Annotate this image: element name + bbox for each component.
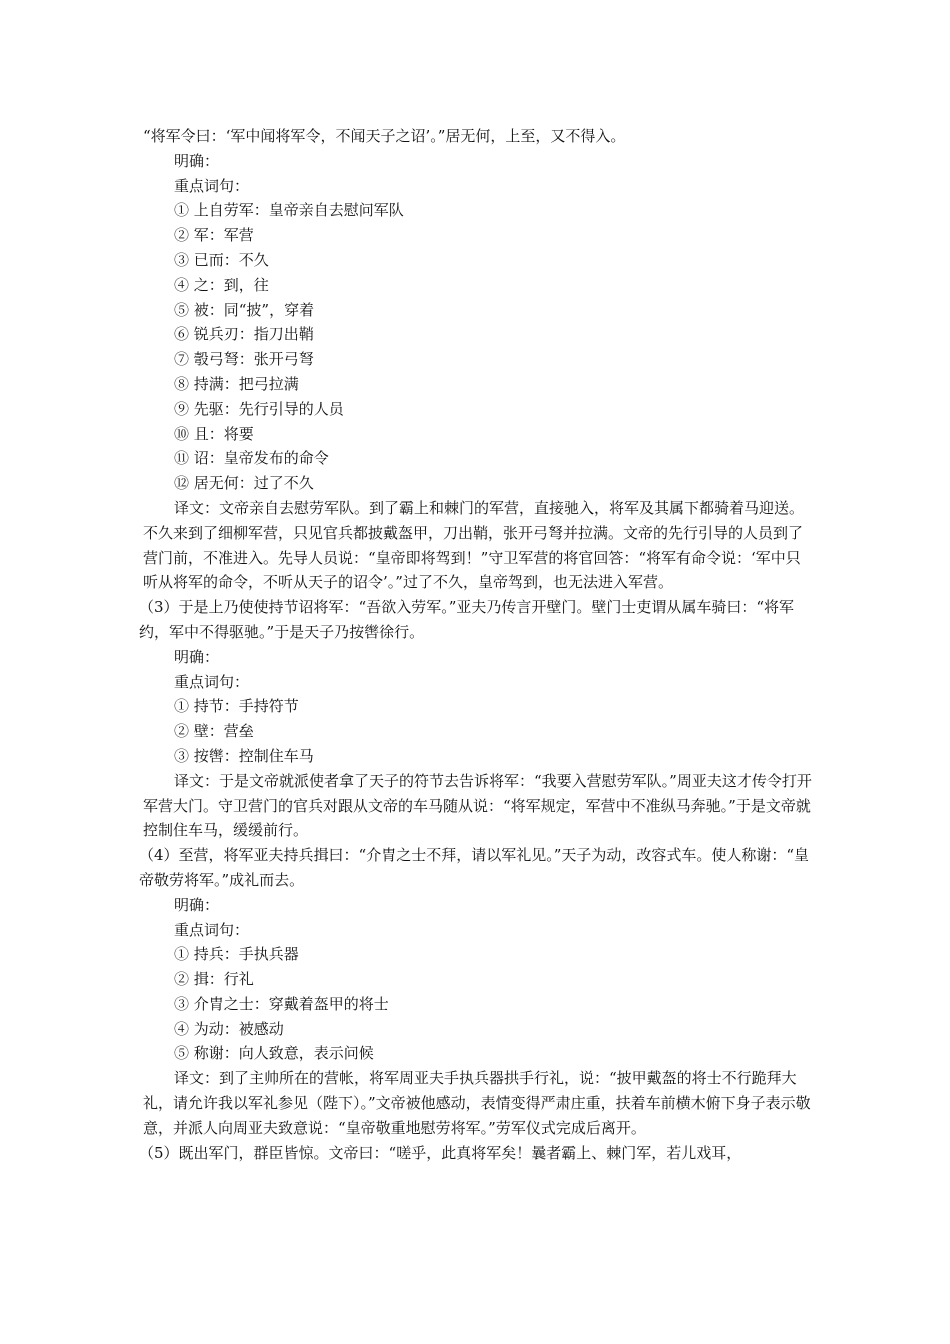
note-line: ② 揖：行礼 [174, 970, 254, 989]
note-line: ⑫ 居无何：过了不久 [174, 474, 314, 493]
note-line: ① 持兵：手执兵器 [174, 945, 299, 964]
translation-paragraph: 译文：文帝亲自去慰劳军队。到了霸上和棘门的军营，直接驰入，将军及其属下都骑着马迎送。不久来到了细柳军营，只见官兵都披戴盔甲，刀出鞘，张开弓弩并拉满。文帝的先行引导的人员到了营门前，不准进入。先导人员说：“皇帝即将驾到！”守卫军营的将官回答：“将军有命令说：‘军中只听从将军的命令，不听从天子的诏令’。”过了不久，皇帝驾到，也无法进入军营。 [143, 498, 805, 592]
translation-paragraph: 译文：到了主帅所在的营帐，将军周亚夫手执兵器拱手行礼，说：“披甲戴盔的将士不行跪拜大礼，请允许我以军礼参见（陛下）。”文帝被他感动，表情变得严肃庄重，扶着车前横木俯下身子表示敬意，并派人向周亚夫致意说：“皇帝敬重地慰劳将军。”劳军仪式完成后离开。 [143, 1069, 811, 1137]
note-line: 重点词句： [174, 176, 250, 195]
note-line: ⑨ 先驱：先行引导的人员 [174, 399, 344, 418]
note-line: 明确： [174, 151, 220, 170]
note-line: ⑪ 诏：皇帝发布的命令 [174, 449, 329, 468]
note-line: ④ 之：到，往 [174, 275, 269, 294]
note-line: ① 持节：手持符节 [174, 697, 299, 716]
source-passage: （5）既出军门，群臣皆惊。文帝曰：“嗟乎，此真将军矣！曩者霸上、棘门军，若儿戏耳， [139, 1143, 742, 1162]
text-line: “将军令曰：‘军中闻将军令，不闻天子之诏’。”居无何，上至，又不得入。 [143, 127, 626, 145]
note-line: ⑥ 锐兵刃：指刀出鞘 [174, 325, 314, 344]
note-line: ② 壁：营垒 [174, 722, 254, 741]
document-body [139, 124, 815, 1165]
note-line: ② 军：军营 [174, 226, 254, 245]
note-line: 明确： [174, 647, 220, 666]
note-line: 重点词句： [174, 672, 250, 691]
note-line: ⑩ 且：将要 [174, 424, 254, 443]
translation-paragraph: 译文：于是文帝就派使者拿了天子的符节去告诉将军：“我要入营慰劳军队。”周亚夫这才传令打开军营大门。守卫营门的官兵对跟从文帝的车马随从说：“将军规定，军营中不准纵马奔驰。”于是文帝就控制住车马，缓缓前行。 [143, 771, 812, 840]
source-passage: （3）于是上乃使使持节诏将军：“吾欲入劳军。”亚夫乃传言开壁门。壁门士吏谓从属车骑曰：“将军约，军中不得驱驰。”于是天子乃按辔徐行。 [139, 598, 795, 641]
note-line: ① 上自劳军：皇帝亲自去慰问军队 [174, 201, 404, 220]
note-line: ③ 按辔：控制住车马 [174, 746, 314, 765]
note-line: ③ 介胄之士：穿戴着盔甲的将士 [174, 994, 389, 1013]
note-line: ⑤ 称谢：向人致意，表示问候 [174, 1044, 374, 1063]
note-line: ④ 为动：被感动 [174, 1019, 284, 1038]
note-line: 重点词句： [174, 920, 250, 939]
note-line: ③ 已而：不久 [174, 250, 269, 269]
source-passage: （4）至营，将军亚夫持兵揖曰：“介胄之士不拜，请以军礼见。”天子为动，改容式车。使人称谢：“皇帝敬劳将军。”成礼而去。 [139, 846, 810, 889]
note-line: ⑧ 持满：把弓拉满 [174, 374, 299, 393]
note-line: 明确： [174, 895, 220, 914]
note-line: ⑤ 被：同“披”，穿着 [174, 300, 315, 319]
note-line: ⑦ 彀弓弩：张开弓弩 [174, 350, 314, 369]
